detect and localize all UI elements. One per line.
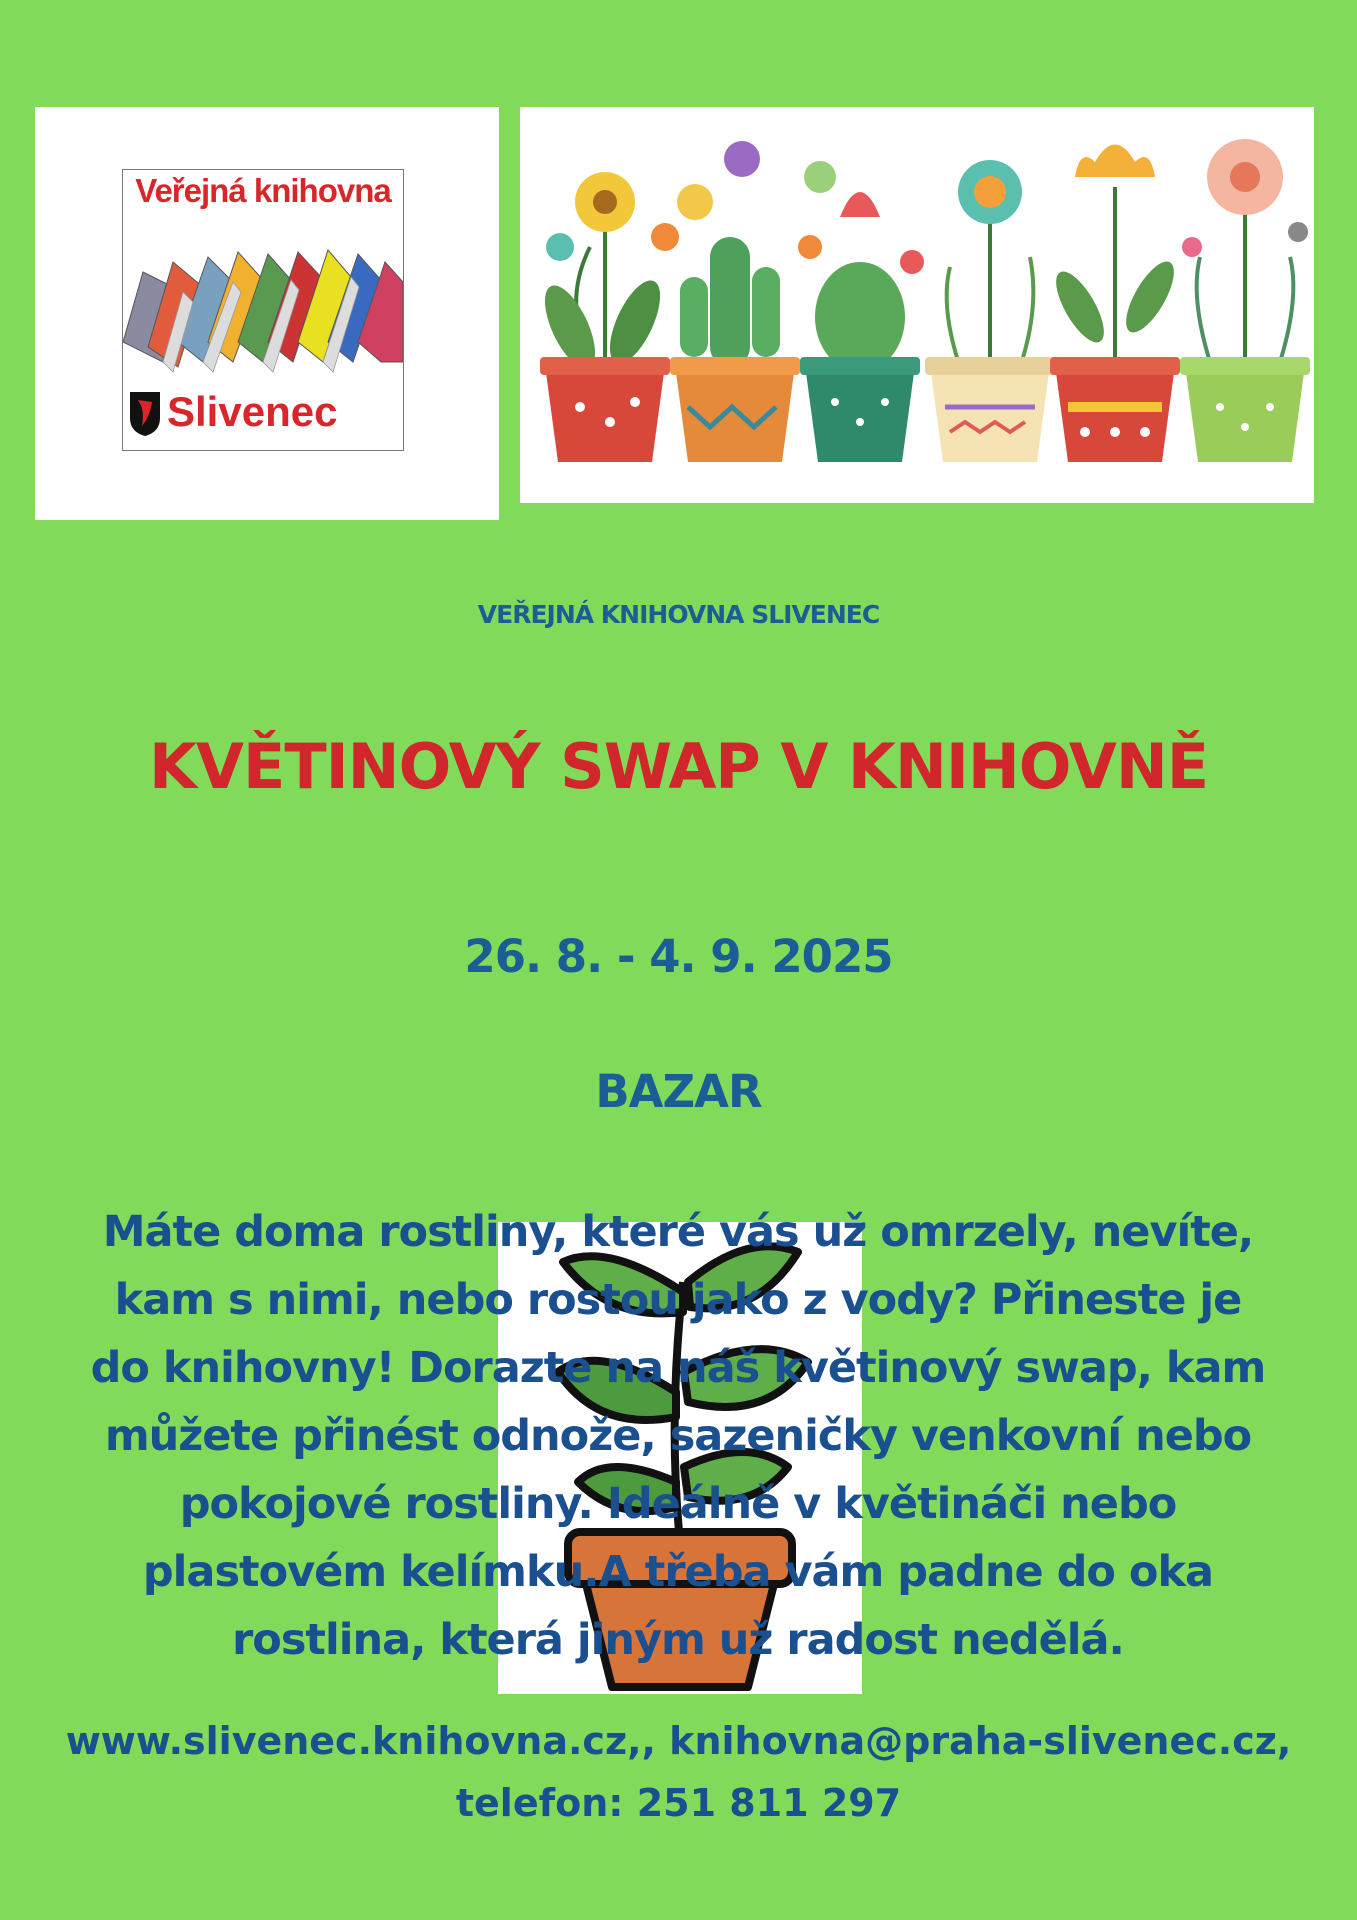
- event-title: KVĚTINOVÝ SWAP V KNIHOVNĚ: [148, 730, 1209, 803]
- contact-web-email: www.slivenec.knihovna.cz,, knihovna@praha-slivenec.cz,: [65, 1719, 1292, 1763]
- flower-pots-illustration: [520, 107, 1314, 503]
- contact-phone: telefon: 251 811 297: [455, 1781, 902, 1825]
- pot-5: [1047, 145, 1183, 463]
- coat-of-arms-icon: [128, 390, 162, 438]
- event-type: BAZAR: [595, 1065, 762, 1118]
- pot-4: [925, 160, 1055, 462]
- books-icon: [123, 232, 403, 382]
- logo-title: Veřejná knihovna: [135, 172, 391, 209]
- library-logo-panel: [35, 107, 499, 520]
- library-logo: [122, 169, 404, 451]
- event-description: Máte doma rostliny, které vás už omrzely, nevíte, kam s nimi, nebo rostou jako z vody? Přineste je do knihovny! Dorazte na náš květinový swap, kam můžete přinést odnože, sazeničky venkovní nebo pokojové rostliny. Ideálně v květináči nebo plastovém kelímku.A třeba vám padne do oka rostlina, která jiným už radost nedělá.: [90, 1207, 1266, 1665]
- event-date: 26. 8. - 4. 9. 2025: [464, 930, 893, 983]
- library-name: VEŘEJNÁ KNIHOVNA SLIVENEC: [477, 600, 880, 629]
- pot-3: [798, 161, 924, 462]
- pot-6: [1180, 139, 1310, 462]
- contact-info: [0, 1710, 1357, 1834]
- pot-1: [535, 172, 671, 462]
- pot-2: [651, 141, 800, 462]
- logo-town: Slivenec: [167, 388, 338, 435]
